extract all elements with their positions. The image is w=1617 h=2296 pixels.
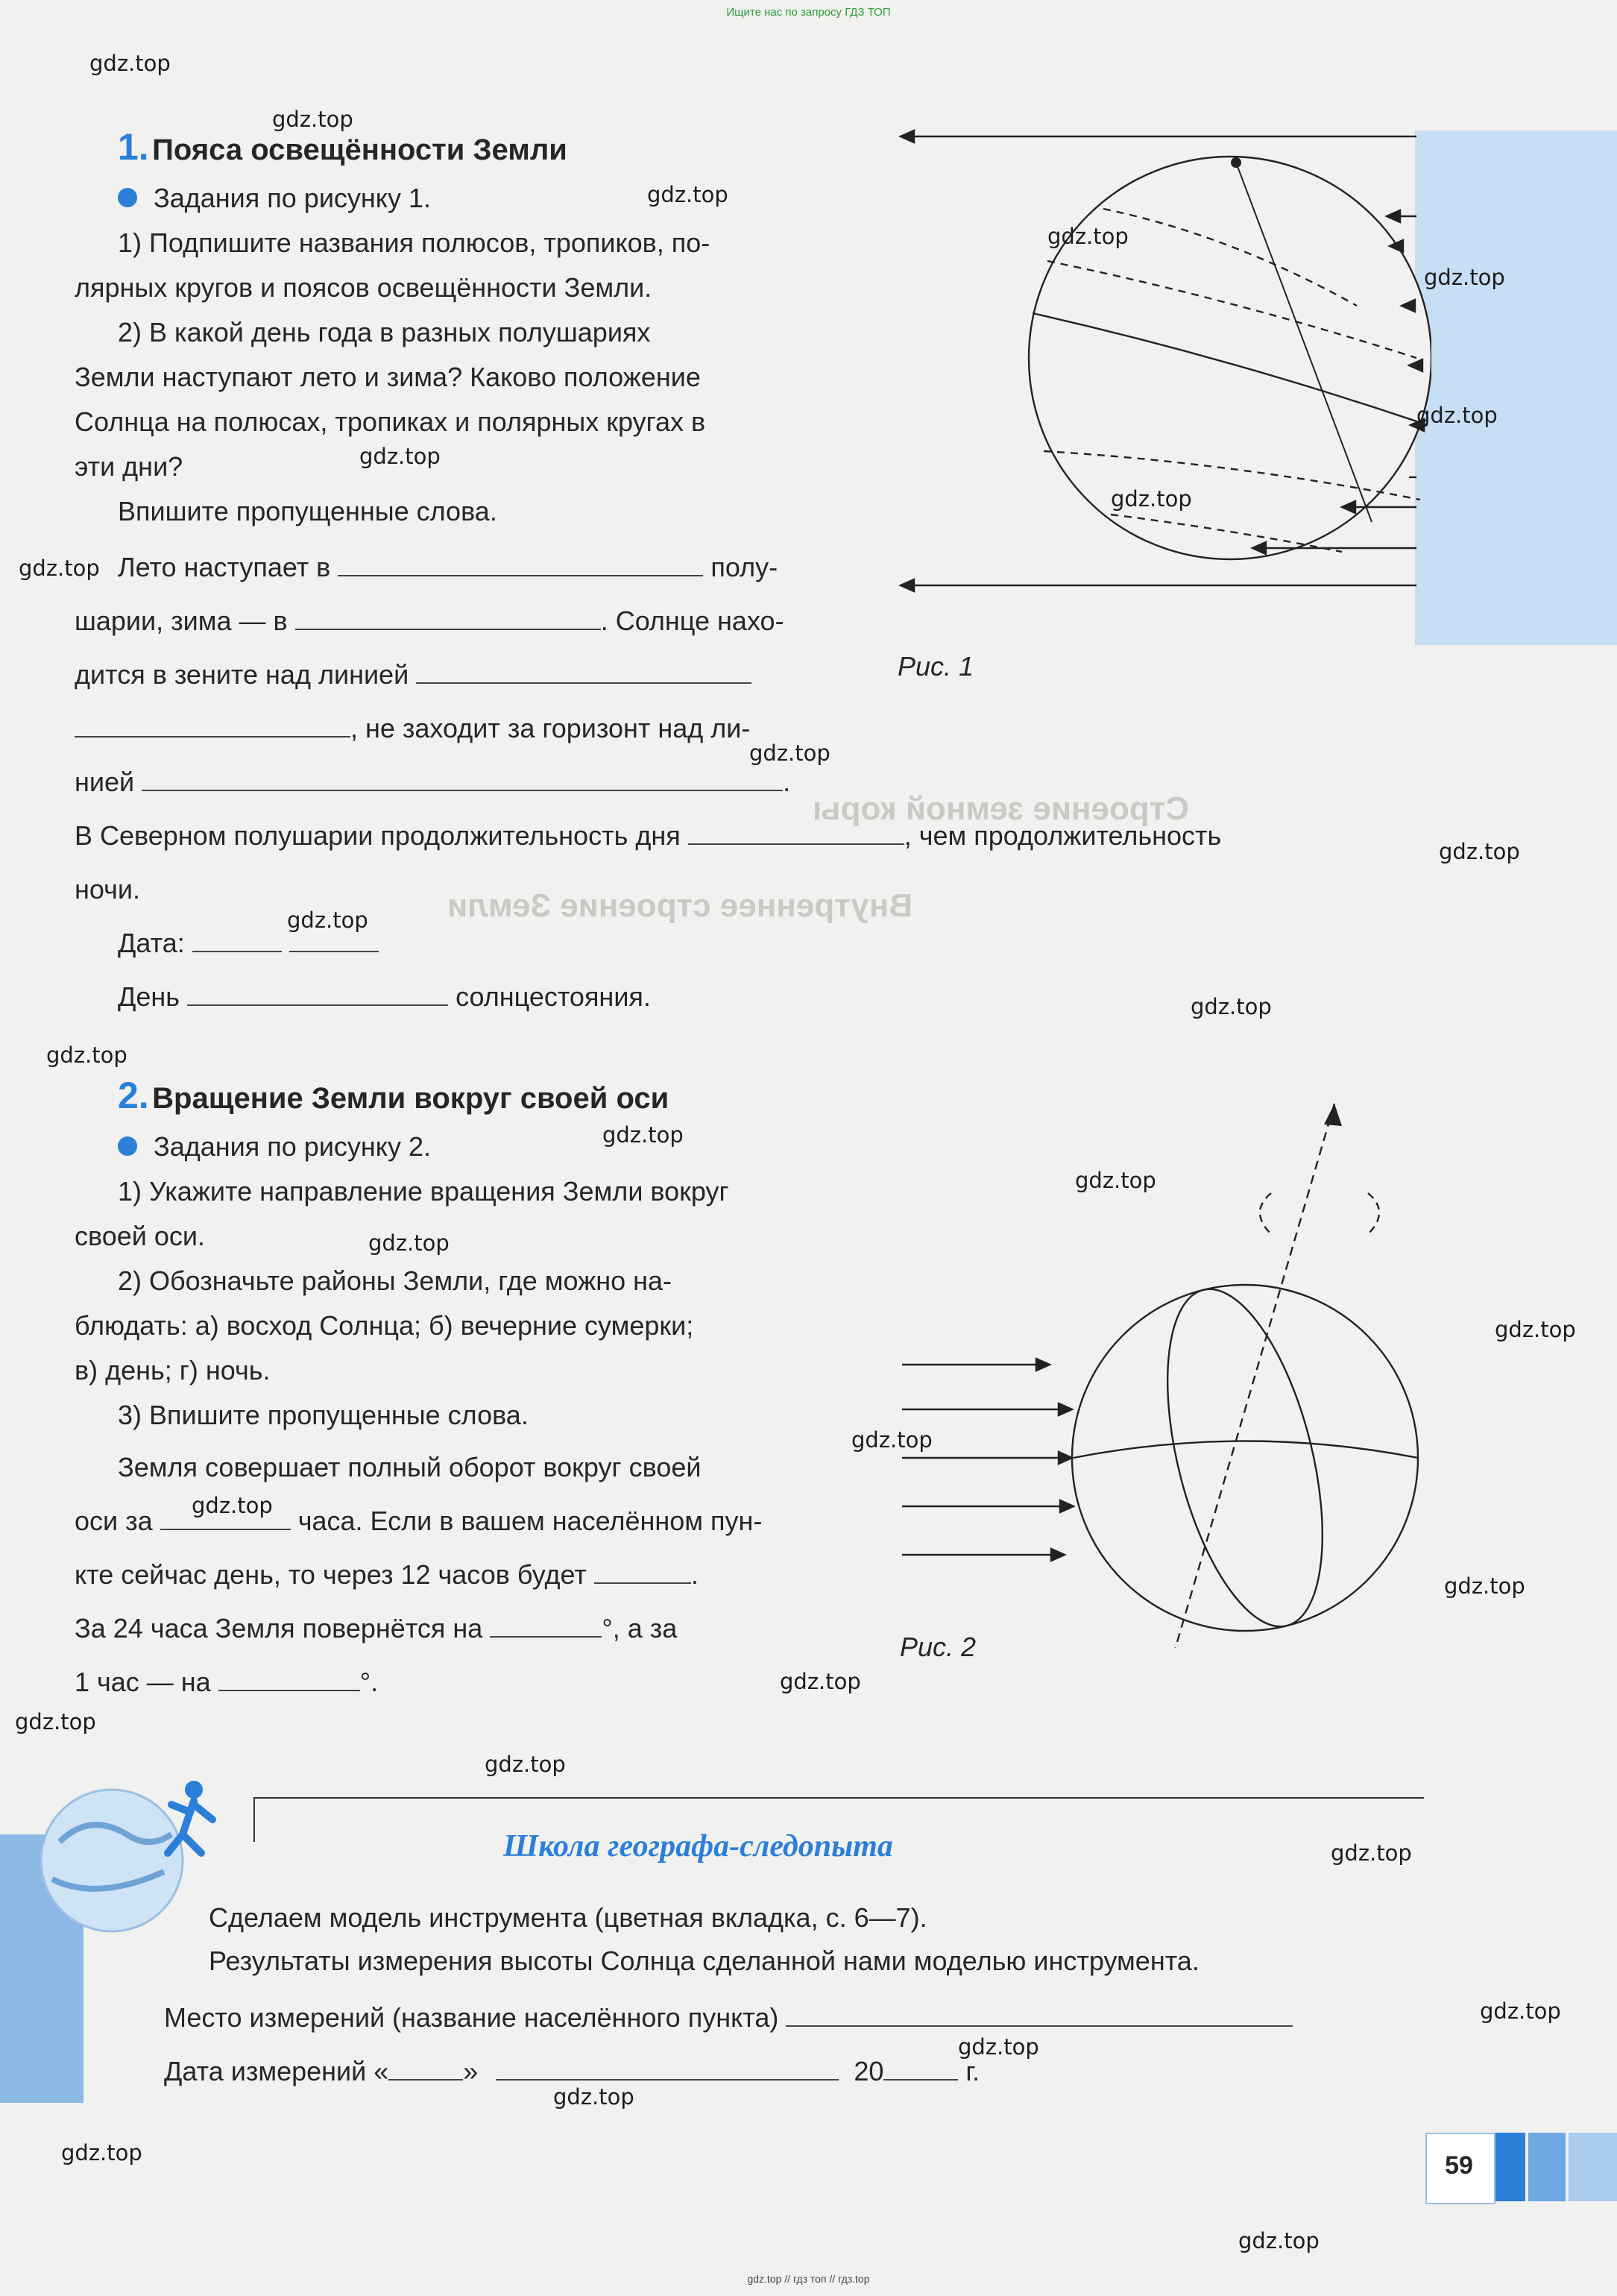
watermark: gdz.top <box>1047 224 1129 249</box>
school-divider <box>253 1797 1424 1799</box>
fill-line-1: Земля совершает полный оборот вокруг своей <box>118 1452 702 1482</box>
answer-blank[interactable] <box>496 2054 839 2080</box>
page-number-stripe <box>1569 2133 1617 2201</box>
watermark: gdz.top <box>485 1752 566 1777</box>
school-text <box>164 1896 1431 1983</box>
answer-blank[interactable] <box>786 2000 1293 2027</box>
bleed-through-text: Строение земной коры <box>813 790 1190 827</box>
watermark: gdz.top <box>46 1042 127 1068</box>
q2-line: эти дни? <box>75 451 183 482</box>
day-line: День солнцестояния. <box>75 970 910 1024</box>
section1-number: 1. <box>118 126 149 168</box>
task-label: Задания по рисунку 1. <box>154 183 431 213</box>
fill-line-3: кте сейчас день, то через 12 часов будет . <box>75 1548 895 1602</box>
watermark: gdz.top <box>1444 1573 1525 1599</box>
q1-line: 1) Укажите направление вращения Земли вокруг <box>118 1176 729 1207</box>
q2-line: блюдать: а) восход Солнца; б) вечерние сумерки; <box>75 1310 694 1341</box>
watermark: gdz.top <box>1075 1168 1156 1193</box>
fig1-caption: Рис. 1 <box>898 651 974 682</box>
fill-line-5: 1 час — на °. <box>75 1655 895 1709</box>
school-fill <box>164 1991 1431 2098</box>
figure-1-globe <box>865 112 1431 619</box>
answer-blank[interactable] <box>883 2054 958 2080</box>
school-title: Школа географа-следопыта <box>503 1829 893 1863</box>
fill-line-5: нией . <box>75 755 910 809</box>
watermark: gdz.top <box>958 2034 1039 2060</box>
section2-heading <box>118 1074 669 1117</box>
school-line: Сделаем модель инструмента (цветная вкладка, с. 6—7). <box>209 1902 927 1933</box>
answer-blank[interactable] <box>295 603 601 630</box>
q2-line: в) день; г) ночь. <box>75 1355 271 1386</box>
watermark: gdz.top <box>553 2084 634 2110</box>
answer-blank[interactable] <box>594 1557 691 1584</box>
fill-line-4: За 24 часа Земля повернётся на °, а за <box>75 1602 895 1655</box>
watermark: gdz.top <box>1416 403 1498 428</box>
watermark: gdz.top <box>19 556 100 581</box>
fill-line-1: Лето наступает в полу- <box>75 541 910 594</box>
watermark: gdz.top <box>780 1669 861 1694</box>
answer-blank[interactable] <box>688 818 904 845</box>
answer-blank[interactable] <box>416 657 751 684</box>
answer-blank[interactable] <box>490 1611 602 1638</box>
watermark: gdz.top <box>368 1230 450 1256</box>
q2-line: 2) В какой день года в разных полушариях <box>118 317 651 347</box>
watermark: gdz.top <box>1424 265 1505 290</box>
bottom-note: gdz.top // гдз топ // гдз.top <box>747 2273 870 2285</box>
watermark: gdz.top <box>1480 1998 1561 2024</box>
q1-line: лярных кругов и поясов освещённости Земли. <box>75 272 652 303</box>
fill-line-2: оси за часа. Если в вашем населённом пун- <box>75 1494 895 1548</box>
page-number-stripe <box>1495 2133 1525 2201</box>
watermark: gdz.top <box>1439 839 1520 864</box>
answer-blank[interactable] <box>187 979 448 1006</box>
watermark: gdz.top <box>749 740 830 766</box>
q1-line: 1) Подпишите названия полюсов, тропиков, по- <box>118 227 710 258</box>
section2-task: Задания по рисунку 2. <box>75 1125 850 1169</box>
section2-title: Вращение Земли вокруг своей оси <box>152 1082 669 1115</box>
q1-line: своей оси. <box>75 1221 206 1251</box>
q2-line: 2) Обозначьте районы Земли, где можно на- <box>118 1265 672 1296</box>
fill-line-4: , не заходит за горизонт над ли- <box>75 702 910 755</box>
place-line: Место измерений (название населённого пункта) <box>164 1991 1431 2045</box>
watermark: gdz.top <box>1111 486 1192 512</box>
watermark: gdz.top <box>602 1122 684 1148</box>
bullet-icon <box>118 188 137 207</box>
answer-blank[interactable] <box>218 1664 360 1691</box>
watermark: gdz.top <box>1191 994 1272 1019</box>
answer-blank[interactable] <box>142 764 783 791</box>
q2-line: Земли наступают лето и зима? Каково положение <box>75 362 701 392</box>
section2-fill <box>75 1441 895 1709</box>
bullet-icon <box>118 1136 137 1156</box>
bleed-through-text: Внутреннее строение Земли <box>447 887 913 924</box>
school-line: Результаты измерения высоты Солнца сделанной нами моделью инструмента. <box>209 1946 1200 1976</box>
watermark: gdz.top <box>1238 2228 1320 2253</box>
page-number-stripe <box>1528 2133 1566 2201</box>
watermark: gdz.top <box>647 182 728 207</box>
watermark: gdz.top <box>272 107 353 132</box>
fill-intro: Впишите пропущенные слова. <box>118 496 497 526</box>
answer-blank[interactable] <box>338 550 703 576</box>
answer-blank[interactable] <box>388 2054 463 2080</box>
fill-line-3: дится в зените над линией <box>75 648 910 702</box>
fill-line-6: В Северном полушарии продолжительность дня , чем продолжительность <box>75 809 910 863</box>
fig2-caption: Рис. 2 <box>900 1632 977 1662</box>
fill-line-7: ночи. <box>75 874 140 905</box>
watermark: gdz.top <box>192 1493 273 1518</box>
q2-line: Солнца на полюсах, тропиках и полярных кругах в <box>75 406 706 437</box>
q3-line: 3) Впишите пропущенные слова. <box>118 1400 529 1430</box>
watermark: gdz.top <box>287 908 368 933</box>
watermark: gdz.top <box>1331 1840 1412 1866</box>
sidebar-band-upper <box>1415 130 1617 645</box>
watermark: gdz.top <box>1495 1317 1576 1342</box>
watermark: gdz.top <box>61 2140 142 2166</box>
section2-text <box>75 1125 850 1438</box>
watermark: gdz.top <box>359 444 441 469</box>
section1-task <box>75 176 850 221</box>
figure-2-globe <box>872 1081 1439 1648</box>
watermark: gdz.top <box>851 1427 933 1453</box>
school-bracket <box>253 1797 255 1842</box>
section1-title: Пояса освещённости Земли <box>152 133 567 166</box>
watermark: gdz.top <box>89 51 171 76</box>
answer-blank[interactable] <box>192 925 282 952</box>
section2-number: 2. <box>118 1075 149 1116</box>
date-line: Дата: <box>75 916 910 970</box>
date-line: Дата измерений « » 20 г. <box>164 2045 1431 2098</box>
page-number: 59 <box>1445 2151 1473 2180</box>
watermark: gdz.top <box>15 1709 96 1734</box>
section1-text <box>75 176 850 534</box>
answer-blank[interactable] <box>75 711 350 737</box>
top-note: Ищите нас по запросу ГДЗ ТОП <box>726 6 891 19</box>
fill-line-2: шарии, зима — в . Солнце нахо- <box>75 594 910 648</box>
